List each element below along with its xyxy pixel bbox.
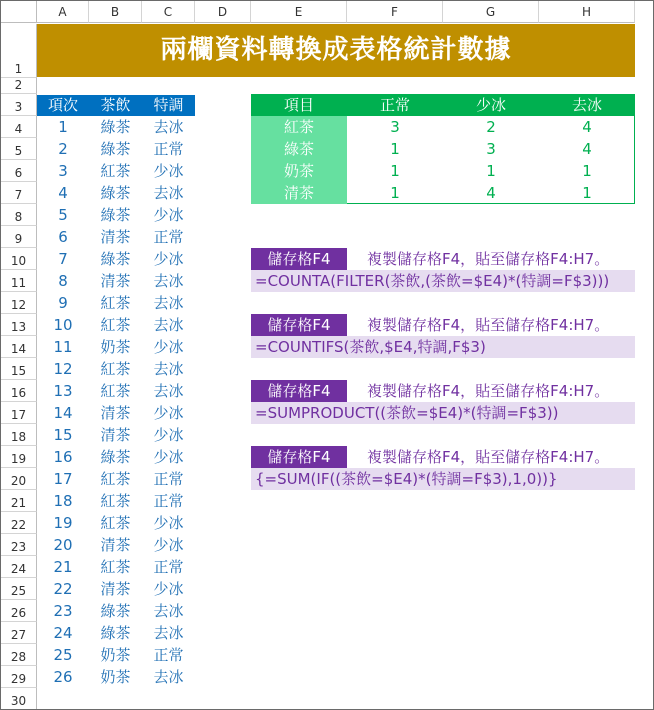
- column-header-g[interactable]: G: [443, 1, 539, 23]
- row-header-6[interactable]: 6: [1, 160, 37, 182]
- list-index: 14: [53, 404, 73, 422]
- row-header-10[interactable]: 10: [1, 248, 37, 270]
- row-header-14[interactable]: 14: [1, 336, 37, 358]
- row-header-13[interactable]: 13: [1, 314, 37, 336]
- formula-text[interactable]: =COUNTIFS(茶飲,$E4,特調,F$3): [251, 336, 635, 358]
- row-header-16[interactable]: 16: [1, 380, 37, 402]
- list-tea: 清茶: [100, 426, 131, 444]
- list-index: 25: [53, 646, 73, 664]
- summary-header-3: 去冰: [539, 94, 635, 116]
- list-header-ice: 特調: [142, 95, 195, 116]
- list-ice: 少冰: [153, 206, 184, 224]
- row-header-30[interactable]: 30: [1, 688, 37, 710]
- list-tea: 綠茶: [100, 206, 131, 224]
- list-tea: 奶茶: [100, 646, 131, 664]
- list-ice: 少冰: [153, 426, 184, 444]
- summary-value: 2: [486, 118, 496, 136]
- summary-value: 4: [582, 140, 592, 158]
- cell-ref-tag: 儲存格F4: [251, 446, 347, 468]
- list-index: 8: [58, 272, 68, 290]
- row-header-5[interactable]: 5: [1, 138, 37, 160]
- list-index: 3: [58, 162, 68, 180]
- formula-text[interactable]: =SUMPRODUCT((茶飲=$E4)*(特調=F$3)): [251, 402, 635, 424]
- list-index: 9: [58, 294, 68, 312]
- list-ice: 正常: [153, 492, 184, 510]
- summary-header-1: 正常: [347, 94, 443, 116]
- column-header-h[interactable]: H: [539, 1, 635, 23]
- list-tea: 紅茶: [100, 360, 131, 378]
- cell-ref-tag: 儲存格F4: [251, 314, 347, 336]
- list-ice: 去冰: [153, 316, 184, 334]
- list-ice: 正常: [153, 558, 184, 576]
- row-header-28[interactable]: 28: [1, 644, 37, 666]
- row-header-25[interactable]: 25: [1, 578, 37, 600]
- row-header-26[interactable]: 26: [1, 600, 37, 622]
- summary-header-0: 項目: [251, 94, 347, 116]
- list-ice: 去冰: [153, 184, 184, 202]
- summary-value: 3: [486, 140, 496, 158]
- list-index: 17: [53, 470, 73, 488]
- summary-header-2: 少冰: [443, 94, 539, 116]
- list-ice: 去冰: [153, 294, 184, 312]
- list-ice: 少冰: [153, 536, 184, 554]
- summary-row-label: 清茶: [251, 182, 347, 204]
- list-ice: 少冰: [153, 580, 184, 598]
- summary-row-label: 紅茶: [251, 116, 347, 138]
- row-header-1[interactable]: 1: [1, 24, 37, 78]
- list-index: 6: [58, 228, 68, 246]
- list-ice: 去冰: [153, 602, 184, 620]
- summary-value: 1: [390, 162, 400, 180]
- list-tea: 清茶: [100, 404, 131, 422]
- row-header-27[interactable]: 27: [1, 622, 37, 644]
- summary-value: 3: [390, 118, 400, 136]
- list-index: 15: [53, 426, 73, 444]
- list-tea: 清茶: [100, 580, 131, 598]
- row-header-8[interactable]: 8: [1, 204, 37, 226]
- list-tea: 綠茶: [100, 602, 131, 620]
- list-tea: 綠茶: [100, 250, 131, 268]
- cell-ref-tag: 儲存格F4: [251, 248, 347, 270]
- row-header-24[interactable]: 24: [1, 556, 37, 578]
- summary-value: 1: [390, 184, 400, 202]
- column-header-b[interactable]: B: [89, 1, 142, 23]
- list-ice: 少冰: [153, 448, 184, 466]
- list-index: 11: [53, 338, 73, 356]
- row-header-29[interactable]: 29: [1, 666, 37, 688]
- row-header-20[interactable]: 20: [1, 468, 37, 490]
- list-tea: 奶茶: [100, 338, 131, 356]
- list-index: 13: [53, 382, 73, 400]
- list-index: 26: [53, 668, 73, 686]
- list-tea: 清茶: [100, 272, 131, 290]
- list-index: 7: [58, 250, 68, 268]
- list-tea: 綠茶: [100, 184, 131, 202]
- summary-row-label: 綠茶: [251, 138, 347, 160]
- list-ice: 少冰: [153, 338, 184, 356]
- list-tea: 綠茶: [100, 140, 131, 158]
- list-tea: 綠茶: [100, 624, 131, 642]
- copy-instruction: 複製儲存格F4，貼至儲存格F4:H7。: [367, 250, 610, 268]
- row-header-22[interactable]: 22: [1, 512, 37, 534]
- list-index: 10: [53, 316, 73, 334]
- list-tea: 紅茶: [100, 492, 131, 510]
- list-index: 19: [53, 514, 73, 532]
- list-ice: 少冰: [153, 404, 184, 422]
- list-index: 12: [53, 360, 73, 378]
- list-tea: 紅茶: [100, 558, 131, 576]
- list-index: 23: [53, 602, 73, 620]
- list-tea: 紅茶: [100, 514, 131, 532]
- list-ice: 去冰: [153, 382, 184, 400]
- copy-instruction: 複製儲存格F4，貼至儲存格F4:H7。: [367, 382, 610, 400]
- formula-text[interactable]: =COUNTA(FILTER(茶飲,(茶飲=$E4)*(特調=F$3))): [251, 270, 635, 292]
- list-index: 20: [53, 536, 73, 554]
- list-header-index: 項次: [37, 95, 89, 116]
- list-ice: 正常: [153, 140, 184, 158]
- list-ice: 少冰: [153, 514, 184, 532]
- list-ice: 去冰: [153, 272, 184, 290]
- list-index: 5: [58, 206, 68, 224]
- row-header-15[interactable]: 15: [1, 358, 37, 380]
- row-header-11[interactable]: 11: [1, 270, 37, 292]
- summary-row-label: 奶茶: [251, 160, 347, 182]
- row-header-3[interactable]: 3: [1, 94, 37, 116]
- select-all-corner[interactable]: [1, 1, 37, 23]
- row-header-9[interactable]: 9: [1, 226, 37, 248]
- sheet-title: 兩欄資料轉換成表格統計數據: [37, 24, 635, 77]
- list-index: 18: [53, 492, 73, 510]
- column-header-e[interactable]: E: [251, 1, 347, 23]
- copy-instruction: 複製儲存格F4，貼至儲存格F4:H7。: [367, 316, 610, 334]
- summary-value: 1: [390, 140, 400, 158]
- row-header-2[interactable]: 2: [1, 78, 37, 94]
- list-index: 2: [58, 140, 68, 158]
- column-header-f[interactable]: F: [347, 1, 443, 23]
- list-ice: 正常: [153, 470, 184, 488]
- column-header-a[interactable]: A: [37, 1, 89, 23]
- list-tea: 清茶: [100, 228, 131, 246]
- list-index: 24: [53, 624, 73, 642]
- formula-text[interactable]: {=SUM(IF((茶飲=$E4)*(特調=F$3),1,0))}: [251, 468, 635, 490]
- list-tea: 紅茶: [100, 470, 131, 488]
- list-tea: 綠茶: [100, 118, 131, 136]
- row-header-12[interactable]: 12: [1, 292, 37, 314]
- list-ice: 少冰: [153, 162, 184, 180]
- row-header-21[interactable]: 21: [1, 490, 37, 512]
- list-index: 22: [53, 580, 73, 598]
- list-ice: 正常: [153, 228, 184, 246]
- list-ice: 去冰: [153, 668, 184, 686]
- list-tea: 清茶: [100, 536, 131, 554]
- summary-value: 1: [582, 184, 592, 202]
- list-tea: 奶茶: [100, 668, 131, 686]
- row-header-7[interactable]: 7: [1, 182, 37, 204]
- row-header-17[interactable]: 17: [1, 402, 37, 424]
- list-ice: 去冰: [153, 360, 184, 378]
- list-index: 1: [58, 118, 68, 136]
- list-tea: 紅茶: [100, 382, 131, 400]
- list-ice: 正常: [153, 646, 184, 664]
- row-header-4[interactable]: 4: [1, 116, 37, 138]
- list-tea: 綠茶: [100, 448, 131, 466]
- summary-value: 1: [582, 162, 592, 180]
- list-tea: 紅茶: [100, 162, 131, 180]
- list-index: 16: [53, 448, 73, 466]
- summary-value: 1: [486, 162, 496, 180]
- summary-value: 4: [582, 118, 592, 136]
- list-index: 21: [53, 558, 73, 576]
- copy-instruction: 複製儲存格F4，貼至儲存格F4:H7。: [367, 448, 610, 466]
- row-header-18[interactable]: 18: [1, 424, 37, 446]
- list-tea: 紅茶: [100, 316, 131, 334]
- list-ice: 少冰: [153, 250, 184, 268]
- list-tea: 紅茶: [100, 294, 131, 312]
- list-index: 4: [58, 184, 68, 202]
- list-header-tea: 茶飲: [89, 95, 142, 116]
- summary-value: 4: [486, 184, 496, 202]
- row-header-19[interactable]: 19: [1, 446, 37, 468]
- row-header-23[interactable]: 23: [1, 534, 37, 556]
- column-header-d[interactable]: D: [195, 1, 251, 23]
- list-ice: 去冰: [153, 624, 184, 642]
- cell-ref-tag: 儲存格F4: [251, 380, 347, 402]
- list-ice: 去冰: [153, 118, 184, 136]
- column-header-c[interactable]: C: [142, 1, 195, 23]
